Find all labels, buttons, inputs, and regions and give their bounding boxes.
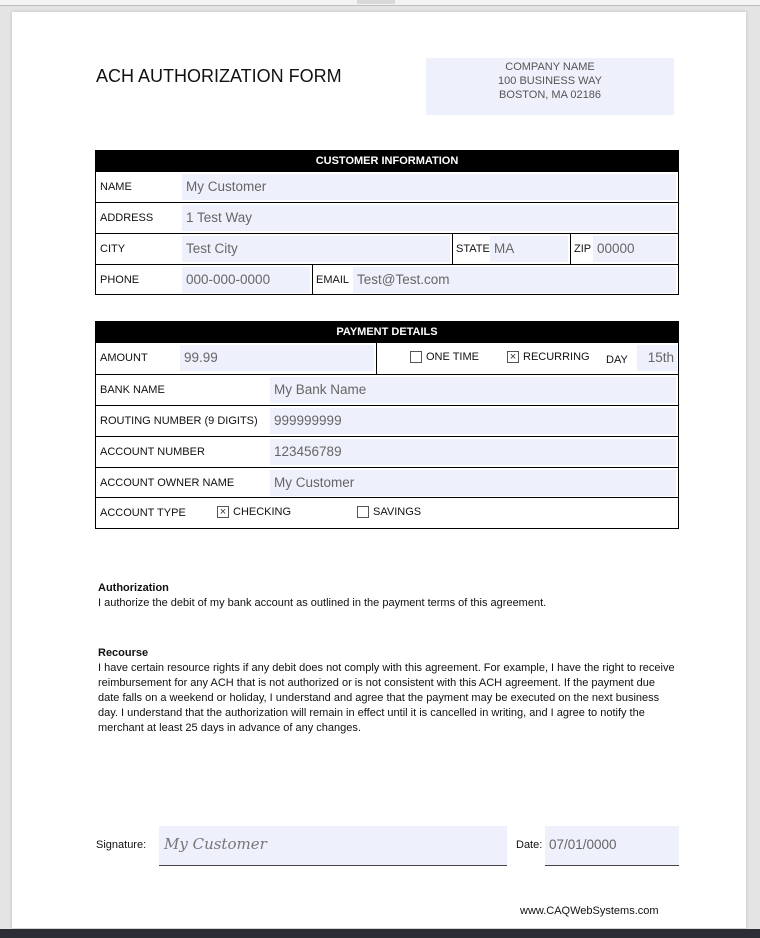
savings-checkbox[interactable] bbox=[357, 506, 421, 518]
routing-number-field[interactable]: 999999999 bbox=[270, 408, 676, 434]
customer-information-table bbox=[95, 150, 679, 295]
date-field[interactable]: 07/01/0000 bbox=[545, 826, 679, 866]
checking-label: CHECKING bbox=[233, 506, 292, 518]
city-label: CITY bbox=[100, 243, 126, 255]
account-owner-field[interactable]: My Customer bbox=[270, 470, 676, 496]
city-field[interactable]: Test City bbox=[182, 236, 450, 262]
state-field[interactable]: MA bbox=[490, 236, 568, 262]
company-info-field[interactable] bbox=[426, 58, 674, 115]
recurring-label: RECURRING bbox=[523, 351, 590, 363]
date-label: Date: bbox=[516, 839, 543, 851]
company-name: COMPANY NAME bbox=[505, 61, 595, 73]
payment-details-table bbox=[95, 321, 679, 529]
zip-field[interactable]: 00000 bbox=[593, 236, 676, 262]
zip-label: ZIP bbox=[574, 243, 592, 255]
account-number-field[interactable]: 123456789 bbox=[270, 439, 676, 465]
account-owner-label: ACCOUNT OWNER NAME bbox=[100, 477, 235, 489]
account-type-label: ACCOUNT TYPE bbox=[100, 507, 186, 519]
authorization-text: I authorize the debit of my bank account as outlined in the payment terms of this agreement. bbox=[98, 597, 547, 609]
name-field[interactable]: My Customer bbox=[182, 174, 676, 200]
authorization-section bbox=[98, 581, 678, 611]
company-address: 100 BUSINESS WAY bbox=[498, 75, 602, 87]
viewer-tab[interactable] bbox=[357, 0, 395, 4]
checking-checkbox[interactable] bbox=[217, 506, 291, 518]
signature-field[interactable]: My Customer bbox=[159, 826, 507, 866]
bank-name-field[interactable]: My Bank Name bbox=[270, 377, 676, 403]
phone-field[interactable]: 000-000-0000 bbox=[182, 267, 310, 293]
account-number-label: ACCOUNT NUMBER bbox=[100, 446, 205, 458]
checked-x-icon: × bbox=[217, 506, 229, 518]
one-time-checkbox[interactable] bbox=[410, 351, 479, 363]
recourse-heading: Recourse bbox=[98, 647, 149, 659]
state-label: STATE bbox=[456, 243, 490, 255]
form-title: ACH AUTHORIZATION FORM bbox=[96, 66, 342, 86]
email-label: EMAIL bbox=[316, 274, 350, 286]
signature-label: Signature: bbox=[96, 839, 147, 851]
name-label: NAME bbox=[100, 181, 132, 193]
savings-label: SAVINGS bbox=[373, 506, 422, 518]
day-field[interactable]: 15th bbox=[637, 345, 677, 371]
taskbar bbox=[0, 929, 760, 938]
phone-label: PHONE bbox=[100, 274, 140, 286]
amount-field[interactable]: 99.99 bbox=[180, 345, 374, 371]
checkbox-icon bbox=[410, 351, 422, 363]
day-label: DAY bbox=[606, 354, 628, 366]
customer-information-header: CUSTOMER INFORMATION bbox=[96, 151, 678, 171]
document-page bbox=[12, 12, 746, 928]
recurring-checkbox[interactable] bbox=[507, 351, 590, 363]
recourse-text: I have certain resource rights if any debit does not comply with this agreement. For example, I have the right to receive reimbursement for any ACH that is not authorized or is not consistent with this ACH agreement. If the payment due date falls on a weekend or holiday, I understand and agree that the payment may be executed on the next business day. I understand that the authorization will remain in effect until it is cancelled in writing, and I agree to notify the merchant at least 25 days in advance of any changes. bbox=[98, 662, 675, 734]
address-label: ADDRESS bbox=[100, 212, 154, 224]
email-field[interactable]: Test@Test.com bbox=[353, 267, 676, 293]
amount-label: AMOUNT bbox=[100, 352, 148, 364]
footer-website-link[interactable]: www.CAQWebSystems.com bbox=[520, 905, 659, 917]
checkbox-icon bbox=[357, 506, 369, 518]
address-field[interactable]: 1 Test Way bbox=[182, 205, 676, 231]
checked-x-icon: × bbox=[507, 351, 519, 363]
company-city: BOSTON, MA 02186 bbox=[499, 89, 601, 101]
viewer-top-bar bbox=[0, 0, 760, 6]
routing-number-label: ROUTING NUMBER (9 DIGITS) bbox=[100, 415, 258, 427]
authorization-heading: Authorization bbox=[98, 582, 169, 594]
payment-details-header: PAYMENT DETAILS bbox=[96, 322, 678, 342]
one-time-label: ONE TIME bbox=[426, 351, 479, 363]
bank-name-label: BANK NAME bbox=[100, 384, 165, 396]
recourse-section bbox=[98, 646, 678, 736]
